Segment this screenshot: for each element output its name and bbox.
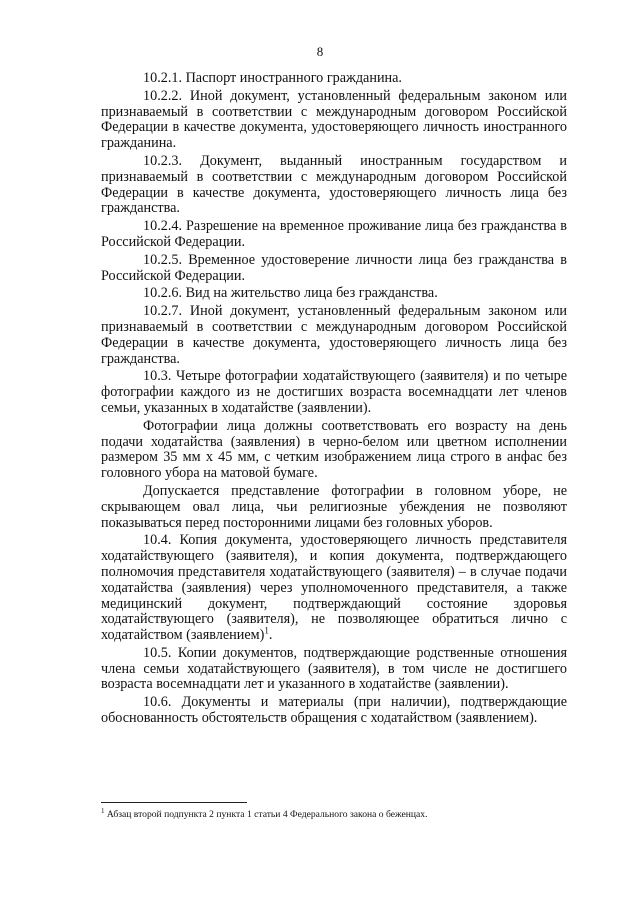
document-body	[101, 71, 567, 729]
paragraph-10-2-4: 10.2.4. Разрешение на временное проживание лица без гражданства в Российской Федерации.	[101, 218, 567, 250]
paragraph-10-2-1: 10.2.1. Паспорт иностранного гражданина.	[143, 70, 402, 86]
footnote-reference: 1	[264, 625, 269, 636]
footnote-divider	[101, 802, 247, 803]
paragraph-10-2-3: 10.2.3. Документ, выданный иностранным государством и признаваемый в соответствии с международным договором Российской Федерации в качестве документа, удостоверяющего личность лица без гражданства.	[101, 152, 567, 217]
paragraph-10-2-7: 10.2.7. Иной документ, установленный федеральным законом или признаваемый в соответствии с международным договором Российской Федерации в качестве документа, удостоверяющего личность лица без гражданства.	[101, 303, 567, 367]
paragraph-10-2-2: 10.2.2. Иной документ, установленный федеральным законом или признаваемый в соответствии с международным договором Российской Федерации в качестве документа, удостоверяющего личность иностранного гражданина.	[101, 87, 567, 152]
paragraph-10-4	[101, 533, 567, 644]
footnote	[101, 806, 567, 821]
page-number: 8	[316, 44, 324, 59]
footnote-text: Абзац второй подпункта 2 пункта 1 статьи 4 Федерального закона о беженцах.	[104, 809, 428, 820]
paragraph-10-2-6: 10.2.6. Вид на жительство лица без гражданства.	[143, 285, 438, 302]
paragraph-10-6: 10.6. Документы и материалы (при наличии), подтверждающие обоснованность обстоятельств обращения с ходатайством (заявлением).	[101, 694, 567, 727]
paragraph-10-5: 10.5. Копии документов, подтверждающие родственные отношения члена семьи ходатайствующего (заявителя), в том числе не достигшего возраста восемнадцати лет и указанного в ходатайстве (заявлении).	[101, 644, 567, 693]
paragraph-headwear: Допускается представление фотографии в головном уборе, не скрывающем овал лица, чьи религиозные убеждения не позволяют показываться перед посторонними лицами без головных уборов.	[101, 482, 567, 531]
footnote-marker: 1	[101, 806, 105, 815]
paragraph-photo-requirements: Фотографии лица должны соответствовать его возрасту на день подачи ходатайства (заявления) в черно-белом или цветном исполнении размером 35 мм х 45 мм, с четким изображением лица строго в анфас без головного убора на матовой бумаге.	[101, 417, 567, 482]
paragraph-10-4-end: .	[268, 627, 273, 644]
paragraph-10-4-text: 10.4. Копия документа, удостоверяющего личность представителя ходатайствующего (заявителя), и копия документа, подтверждающего полномочия представителя ходатайствующего (заявителя) – в случае подачи ходатайства (заявления) через уполномоченного представителя, а также медицинский документ, подтверждающий состояние здоровья ходатайствующего (заявителя), не позволяющее обратиться лично с ходатайством (заявлением)	[101, 532, 567, 644]
paragraph-10-3: 10.3. Четыре фотографии ходатайствующего (заявителя) и по четыре фотографии каждого из не достигших возраста восемнадцати лет членов семьи, указанных в ходатайстве (заявлении).	[101, 368, 567, 416]
paragraph-10-2-5: 10.2.5. Временное удостоверение личности лица без гражданства в Российской Федерации.	[101, 251, 567, 284]
